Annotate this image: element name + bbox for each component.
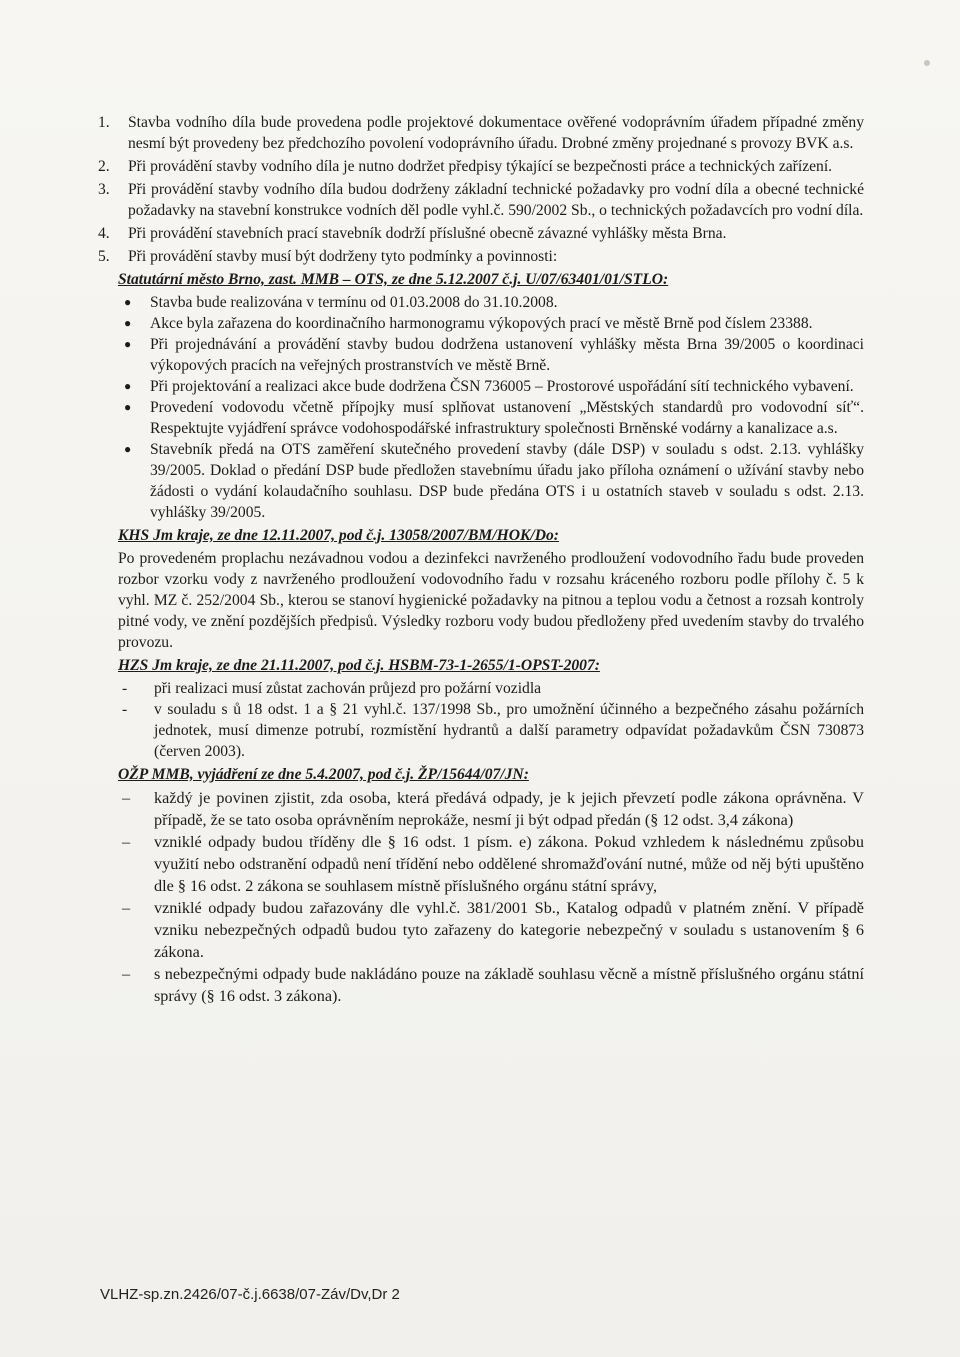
dash-text: vzniklé odpady budou tříděny dle § 16 odst. 1 písm. e) zákona. Pokud vzhledem k následnému způsobu využití nebo odstranění odpadů není třídění nebo oddělené shromažďování nutné, může od něj býti upuštěno dle § 16 odst. 2 zákona se souhlasem místně příslušného orgánu státní správy, — [154, 833, 864, 895]
dash-item — [118, 897, 864, 963]
bullet-dot-icon: ● — [124, 295, 132, 309]
numbered-item — [96, 112, 864, 154]
bullet-dot-icon: ● — [124, 400, 132, 414]
section-heading-mmb: Statutární město Brno, zast. MMB – OTS, ze dne 5.12.2007 č.j. U/07/63401/01/STLO: — [118, 271, 669, 288]
dash-marker: – — [122, 965, 131, 983]
dash-item — [118, 787, 864, 831]
dash-text: v souladu s ů 18 odst. 1 a § 21 vyhl.č. 137/1998 Sb., pro umožnění účinného a bezpečného zásahu požárních jednotek, musí dimenze potrubí, rozmístění hydrantů a další parametry odpavídat požadavkům ČSN 730873 (červen 2003). — [154, 701, 864, 760]
numbered-item — [96, 179, 864, 221]
item-text: Stavba vodního díla bude provedena podle projektové dokumentace ověřené vodoprávním úřadem případné změny nesmí být provedeny bez předchozího povolení vodoprávního úřadu. Drobné změny projednané s provozy BVK a.s. — [128, 114, 864, 152]
item-text: Při provádění stavby musí být dodrženy tyto podmínky a povinnosti: — [128, 248, 558, 265]
dash-text: s nebezpečnými odpady bude nakládáno pouze na základě souhlasu věcně a místně příslušného orgánu státní správy (§ 16 odst. 3 zákona). — [154, 965, 864, 1005]
scan-speck — [924, 60, 930, 66]
dash-marker: - — [122, 701, 128, 718]
dash-item — [118, 699, 864, 762]
section-heading-ozp: OŽP MMB, vyjádření ze dne 5.4.2007, pod č.j. ŽP/15644/07/JN: — [118, 766, 529, 783]
numbered-item — [96, 156, 864, 177]
ozp-list — [96, 787, 864, 1007]
bullet-text: Provedení vodovodu včetně přípojky musí splňovat ustanovení „Městských standardů pro vodovodní síť“. Respektujte vyjádření správce vodohospodářské infrastruktury společnosti Brněnské vodárny a kanalizace a.s. — [150, 399, 864, 437]
section-heading-hzs: HZS Jm kraje, ze dne 21.11.2007, pod č.j. HSBM-73-1-2655/1-OPST-2007: — [118, 657, 600, 674]
bullet-item — [124, 292, 864, 313]
dash-text: při realizaci musí zůstat zachován průjezd pro požární vozidla — [154, 680, 542, 697]
dash-text: každý je povinen zjistit, zda osoba, která předává odpady, je k jejich převzetí podle zákona oprávněna. V případě, že se tato osoba oprávněním neprokáže, nesmí ji být odpad předán (§ 12 odst. 3,4 zákona) — [154, 789, 864, 829]
document-body — [96, 112, 864, 1007]
dash-text: vzniklé odpady budou zařazovány dle vyhl.č. 381/2001 Sb., Katalog odpadů v platném znění. V případě vzniku nebezpečných odpadů budou tyto zařazeny do kategorie nebezpečný v souladu s ustanovením § 6 zákona. — [154, 899, 864, 961]
bullet-text: Při projektování a realizaci akce bude dodržena ČSN 736005 – Prostorové uspořádání sítí technického vybavení. — [150, 378, 854, 395]
bullet-text: Stavebník předá na OTS zaměření skutečného provedení stavby (dále DSP) v souladu s odst. 2.13. vyhlášky 39/2005. Doklad o předání DSP bude předložen stavebnímu úřadu jako příloha oznámení o užívání stavby nebo žádosti o vydání kolaudačního souhlasu. DSP bude předána OTS i u ostatních staveb v souladu s odst. 2.13. vyhlášky 39/2005. — [150, 441, 864, 521]
dash-marker: – — [122, 899, 131, 917]
item-text: Při provádění stavebních prací stavebník dodrží příslušné obecně závazné vyhlášky města Brna. — [128, 225, 727, 242]
dash-item — [118, 831, 864, 897]
item-text: Při provádění stavby vodního díla budou dodrženy základní technické požadavky pro vodní díla a obecné technické požadavky na stavební konstrukce vodních děl podle vyhl.č. 590/2002 Sb., o technických požadavcích pro vodní díla. — [128, 181, 864, 219]
item-number: 5. — [98, 248, 110, 265]
item-number: 3. — [98, 181, 110, 198]
bullet-text: Při projednávání a provádění stavby budou dodržena ustanovení vyhlášky města Brna 39/2005 o koordinaci výkopových pracích na veřejných prostranstvích ve městě Brně. — [150, 336, 864, 374]
bullet-text: Akce byla zařazena do koordinačního harmonogramu výkopových prací ve městě Brně pod číslem 23388. — [150, 315, 813, 332]
numbered-item — [96, 223, 864, 244]
bullet-item — [124, 439, 864, 523]
item-number: 2. — [98, 158, 110, 175]
item-number: 4. — [98, 225, 110, 242]
item-text: Při provádění stavby vodního díla je nutno dodržet předpisy týkající se bezpečnosti práce a technických zařízení. — [128, 158, 833, 175]
numbered-item — [96, 246, 864, 267]
bullet-item — [124, 334, 864, 376]
bullet-dot-icon: ● — [124, 379, 132, 393]
dash-marker: – — [122, 789, 131, 807]
bullet-item — [124, 313, 864, 334]
dash-marker: – — [122, 833, 131, 851]
item-number: 1. — [98, 114, 110, 131]
bullet-dot-icon: ● — [124, 442, 132, 456]
khs-paragraph: Po provedeném proplachu nezávadnou vodou a dezinfekci navrženého prodloužení vodovodního řadu bude proveden rozbor vzorku vody z navrženého prodloužení vodovodního řadu v rozsahu kráceného rozboru podle přílohy č. 5 k vyhl. MZ č. 252/2004 Sb., kterou se stanoví hygienické požadavky na pitnou a teplou vodu a četnost a rozsah kontroly pitné vody, ve znění pozdějších předpisů. Výsledky rozboru vody budou předloženy před uvedením stavby do trvalého provozu. — [118, 550, 864, 651]
document-reference-footer: VLHZ-sp.zn.2426/07-č.j.6638/07-Záv/Dv,Dr 2 — [100, 1286, 400, 1303]
bullet-text: Stavba bude realizována v termínu od 01.03.2008 do 31.10.2008. — [150, 294, 558, 311]
bullet-item — [124, 397, 864, 439]
dash-marker: - — [122, 680, 128, 697]
dash-item — [118, 678, 864, 699]
bullet-item — [124, 376, 864, 397]
bullet-dot-icon: ● — [124, 316, 132, 330]
section-heading-khs: KHS Jm kraje, ze dne 12.11.2007, pod č.j. 13058/2007/BM/HOK/Do: — [118, 527, 559, 544]
dash-item — [118, 963, 864, 1007]
bullet-dot-icon: ● — [124, 337, 132, 351]
